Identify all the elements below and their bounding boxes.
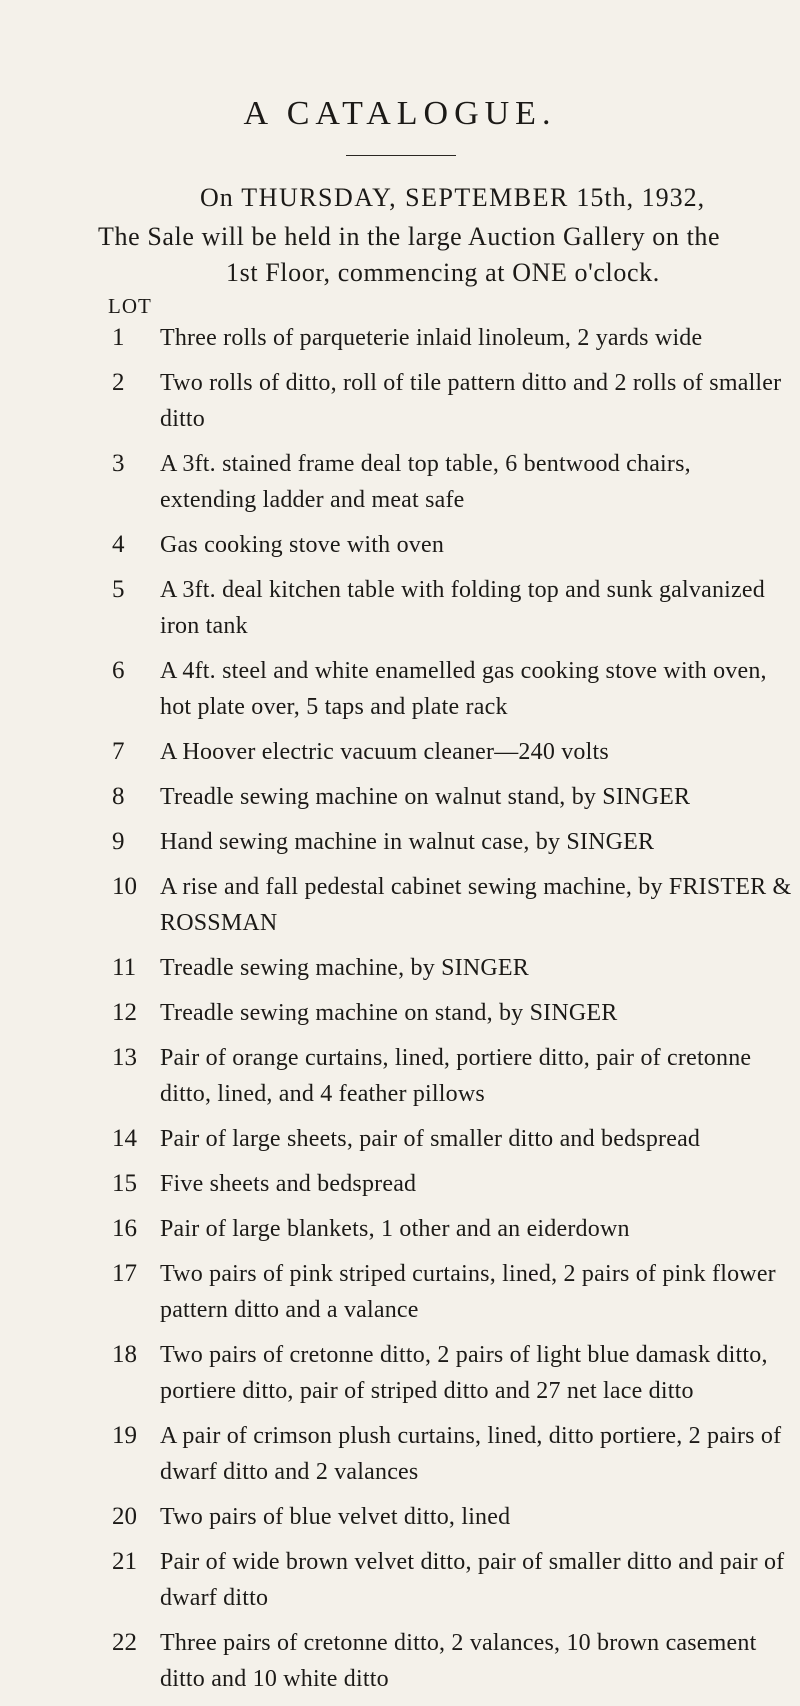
lot-number: 7 xyxy=(112,738,125,765)
lot-entry xyxy=(108,1337,798,1409)
lot-entry xyxy=(108,779,798,815)
date-day-year: 15th, 1932, xyxy=(576,183,706,212)
lot-entry xyxy=(108,1418,798,1490)
lot-description: Two rolls of ditto, roll of tile pattern ditto and 2 rolls of smaller ditto xyxy=(160,370,782,432)
lot-entry xyxy=(108,824,798,860)
lot-entry xyxy=(108,1040,798,1112)
lot-number: 11 xyxy=(112,954,137,981)
lot-number: 15 xyxy=(112,1170,137,1197)
date-prefix: On xyxy=(200,183,234,212)
lot-number: 17 xyxy=(112,1260,137,1287)
lot-entry xyxy=(108,995,798,1031)
lot-number: 16 xyxy=(112,1215,137,1242)
lot-description: Pair of orange curtains, lined, portiere ditto, pair of cretonne ditto, lined, and 4 feather pillows xyxy=(160,1045,752,1107)
lot-entry xyxy=(108,653,798,725)
lot-list xyxy=(108,320,798,1706)
lot-entry xyxy=(108,734,798,770)
lot-description: Two pairs of cretonne ditto, 2 pairs of light blue damask ditto, portiere ditto, pair of striped ditto and 27 net lace ditto xyxy=(160,1342,768,1404)
lot-number: 3 xyxy=(112,450,125,477)
lot-description: A rise and fall pedestal cabinet sewing machine, by FRISTER & ROSSMAN xyxy=(160,874,792,936)
date-weekday-month: THURSDAY, SEPTEMBER xyxy=(241,183,569,212)
sale-date xyxy=(200,183,706,213)
lot-number: 8 xyxy=(112,783,125,810)
lot-entry xyxy=(108,1121,798,1157)
lot-number: 5 xyxy=(112,576,125,603)
lot-entry xyxy=(108,320,798,356)
sale-time-line: 1st Floor, commencing at ONE o'clock. xyxy=(226,258,660,287)
lot-entry xyxy=(108,446,798,518)
lot-description: Three pairs of cretonne ditto, 2 valances, 10 brown casement ditto and 10 white ditto xyxy=(160,1630,757,1692)
lot-column-header: LOT xyxy=(108,294,152,318)
lot-number: 19 xyxy=(112,1422,137,1449)
lot-description: A 3ft. stained frame deal top table, 6 bentwood chairs, extending ladder and meat safe xyxy=(160,451,691,513)
lot-entry xyxy=(108,527,798,563)
lot-entry xyxy=(108,1625,798,1697)
lot-entry xyxy=(108,572,798,644)
lot-description: A 4ft. steel and white enamelled gas cooking stove with oven, hot plate over, 5 taps and plate rack xyxy=(160,658,767,720)
lot-number: 14 xyxy=(112,1125,137,1152)
lot-number: 6 xyxy=(112,657,125,684)
lot-number: 12 xyxy=(112,999,137,1026)
lot-entry xyxy=(108,950,798,986)
lot-number: 4 xyxy=(112,531,125,558)
lot-entry xyxy=(108,1499,798,1535)
lot-description: Three rolls of parqueterie inlaid linoleum, 2 yards wide xyxy=(160,325,703,351)
lot-entry xyxy=(108,1256,798,1328)
lot-description: Treadle sewing machine on stand, by SINGER xyxy=(160,1000,618,1026)
lot-number: 9 xyxy=(112,828,125,855)
lot-description: Two pairs of blue velvet ditto, lined xyxy=(160,1504,511,1530)
lot-description: A Hoover electric vacuum cleaner—240 volts xyxy=(160,739,609,765)
lot-description: A pair of crimson plush curtains, lined, ditto portiere, 2 pairs of dwarf ditto and 2 valances xyxy=(160,1423,782,1485)
lot-description: Pair of large blankets, 1 other and an eiderdown xyxy=(160,1216,630,1242)
lot-number: 2 xyxy=(112,369,125,396)
lot-number: 18 xyxy=(112,1341,137,1368)
lot-description: Pair of wide brown velvet ditto, pair of smaller ditto and pair of dwarf ditto xyxy=(160,1549,785,1611)
lot-description: Five sheets and bedspread xyxy=(160,1171,417,1197)
sale-location-line: The Sale will be held in the large Auction Gallery on the xyxy=(98,222,721,251)
lot-number: 20 xyxy=(112,1503,137,1530)
lot-number: 13 xyxy=(112,1044,137,1071)
lot-entry xyxy=(108,365,798,437)
catalogue-title: A CATALOGUE. xyxy=(243,95,557,132)
lot-description: A 3ft. deal kitchen table with folding top and sunk galvanized iron tank xyxy=(160,577,765,639)
lot-entry xyxy=(108,1211,798,1247)
lot-description: Treadle sewing machine, by SINGER xyxy=(160,955,529,981)
lot-description: Two pairs of pink striped curtains, lined, 2 pairs of pink flower pattern ditto and a valance xyxy=(160,1261,776,1323)
lot-number: 10 xyxy=(112,873,137,900)
lot-entry xyxy=(108,1166,798,1202)
lot-description: Treadle sewing machine on walnut stand, by SINGER xyxy=(160,784,691,810)
title-rule xyxy=(346,155,456,156)
lot-description: Hand sewing machine in walnut case, by SINGER xyxy=(160,829,655,855)
lot-number: 1 xyxy=(112,324,125,351)
lot-entry xyxy=(108,869,798,941)
lot-number: 21 xyxy=(112,1548,137,1575)
lot-description: Pair of large sheets, pair of smaller ditto and bedspread xyxy=(160,1126,701,1152)
lot-number: 22 xyxy=(112,1629,137,1656)
lot-description: Gas cooking stove with oven xyxy=(160,532,445,558)
lot-entry xyxy=(108,1544,798,1616)
